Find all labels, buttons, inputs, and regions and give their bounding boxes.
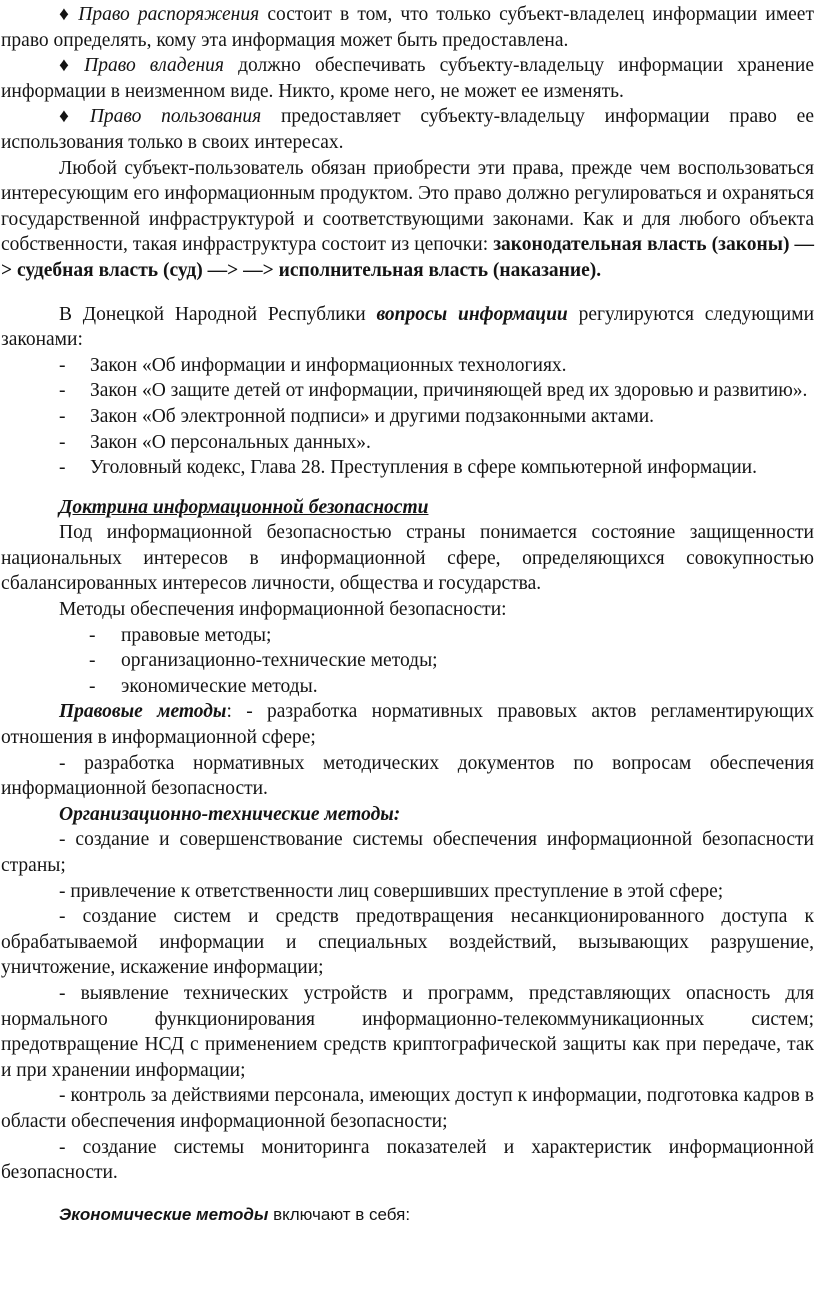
law-text: Уголовный кодекс, Глава 28. Преступления в сфере компьютерной информации. <box>90 457 757 479</box>
dnr-intro-before: В Донецкой Народной Республики <box>59 303 377 325</box>
legal-methods-colon: : <box>226 701 232 723</box>
dash-bullet-icon: - <box>59 405 66 427</box>
list-item <box>1 378 814 404</box>
org-methods-heading <box>1 802 814 828</box>
diamond-bullet-icon: ♦ <box>59 55 79 77</box>
dash-bullet-icon: - <box>59 457 66 479</box>
doctrine-definition: Под информационной безопасностью страны понимается состояние защищенности национальных интересов в информационной сфере, определяющихся совокупностью сбалансированных интересов личности, общества и государства. <box>1 522 814 595</box>
legal-methods-title: Правовые методы <box>59 701 227 723</box>
law-text: Закон «О защите детей от информации, причиняющей вред их здоровью и развитию». <box>90 380 808 402</box>
methods-intro: Методы обеспечения информационной безопасности: <box>59 599 507 621</box>
economic-methods-text: включают в себя: <box>268 1204 411 1224</box>
org-method-item: - привлечение к ответственности лиц совершивших преступление в этой сфере; <box>59 880 724 902</box>
dnr-intro-emphasis: вопросы информации <box>376 303 568 325</box>
list-item <box>1 404 814 430</box>
dash-bullet-icon: - <box>89 624 96 646</box>
method-text: экономические методы. <box>121 675 318 697</box>
dash-bullet-icon: - <box>89 675 96 697</box>
legal-method-item: - разработка нормативных правовых актов регламентирующих отношения в информационной сфере; <box>1 701 814 749</box>
law-text: Закон «Об информации и информационных технологиях. <box>90 354 567 376</box>
law-text: Закон «О персональных данных». <box>90 431 371 453</box>
right-disposal-text: состоит в том, что только субъект-владелец информации имеет право определять, кому эта информация может быть предоставлена. <box>1 4 814 51</box>
org-methods-title: Организационно-технические методы: <box>59 803 401 825</box>
methods-list <box>1 623 814 700</box>
right-usage-term: Право пользования <box>89 106 262 128</box>
right-ownership-term: Право владения <box>84 55 225 77</box>
economic-methods-title: Экономические методы <box>59 1204 269 1224</box>
right-usage-paragraph <box>1 104 814 155</box>
doctrine-heading-text: Доктрина информационной безопасности <box>59 496 429 518</box>
power-chain: законодательная власть (законы) —> судебная власть (суд) —> —> исполнительная власть (наказание). <box>1 234 814 281</box>
user-rights-paragraph <box>1 156 814 284</box>
org-method-item: - контроль за действиями персонала, имеющих доступ к информации, подготовка кадров в области обеспечения информационной безопасности; <box>1 1085 814 1132</box>
org-method-item: - создание систем и средств предотвращения несанкционированного доступа к обрабатываемой информации и специальных воздействий, вызывающих разрушение, уничтожение, искажение информации; <box>1 906 814 979</box>
right-ownership-paragraph <box>1 53 814 104</box>
list-item <box>1 455 814 481</box>
user-rights-text: Любой субъект-пользователь обязан приобрести эти права, прежде чем воспользоваться интересующим его информационным продуктом. Это право должно регулироваться и охраняться государственной инфраструктурой и соответствующими законами. Как и для любого объекта собственности, такая инфраструктура состоит из цепочки: <box>1 157 814 256</box>
legal-method-item: - разработка нормативных методических документов по вопросам обеспечения информационной безопасности. <box>1 752 814 800</box>
org-method-item: - создание системы мониторинга показателей и характеристик информационной безопасности. <box>1 1136 814 1184</box>
right-ownership-text: должно обеспечивать субъекту-владельцу информации хранение информации в неизменном виде. Никто, кроме него, не может ее изменять. <box>1 55 815 102</box>
diamond-bullet-icon: ♦ <box>59 4 73 25</box>
list-item <box>1 674 814 700</box>
dash-bullet-icon: - <box>59 380 66 402</box>
right-disposal-term: Право распоряжения <box>78 4 260 25</box>
right-usage-text: предоставляет субъекту-владельцу информации право ее использования только в своих интересах. <box>1 106 814 153</box>
org-method-item: - выявление технических устройств и программ, представляющих опасность для нормального функционирования информационно-телекоммуникационных систем; предотвращение НСД с применением средств криптографической защиты как при передаче, так и при хранении информации; <box>1 982 814 1081</box>
law-text: Закон «Об электронной подписи» и другими подзаконными актами. <box>90 405 655 427</box>
laws-list <box>1 353 814 481</box>
economic-methods-paragraph <box>1 1202 814 1228</box>
dash-bullet-icon: - <box>89 650 96 672</box>
list-item <box>1 623 814 649</box>
method-text: организационно-технические методы; <box>121 650 438 672</box>
doctrine-heading <box>1 495 814 521</box>
org-method-item: - создание и совершенствование системы обеспечения информационной безопасности страны; <box>1 829 814 876</box>
list-item <box>1 648 814 674</box>
dash-bullet-icon: - <box>59 431 66 453</box>
dash-bullet-icon: - <box>59 354 66 376</box>
method-text: правовые методы; <box>121 624 272 646</box>
dnr-intro-after: регулируются следующими законами: <box>1 303 815 351</box>
legal-methods-paragraph <box>1 699 814 750</box>
diamond-bullet-icon: ♦ <box>59 106 84 128</box>
dnr-laws-intro <box>1 302 814 353</box>
list-item <box>1 430 814 456</box>
right-disposal-paragraph <box>1 2 814 53</box>
list-item <box>1 353 814 379</box>
